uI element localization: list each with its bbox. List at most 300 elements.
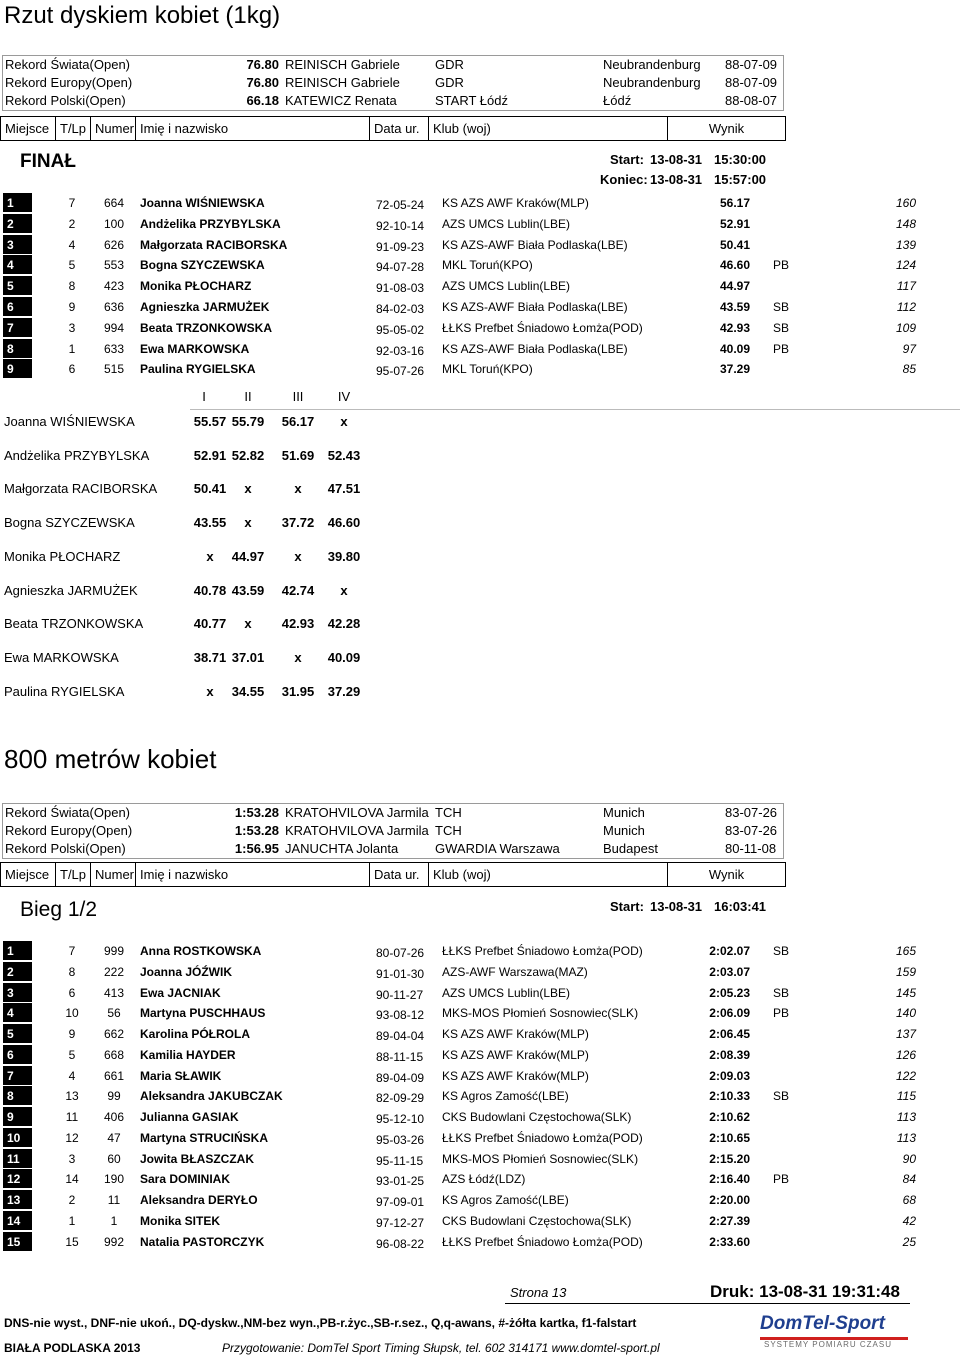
- record-result: 76.80: [246, 75, 279, 90]
- header-born: Data ur.: [369, 116, 429, 141]
- attempt-value: 40.09: [327, 649, 361, 665]
- record-date: 83-07-26: [725, 805, 778, 820]
- attempt-value: 50.41: [193, 481, 227, 497]
- athlete-name: Joanna JÓŹWIK: [140, 964, 233, 979]
- record-place: Budapest: [603, 841, 658, 856]
- lane-number: 6: [68, 362, 76, 377]
- header-result: Wynik: [667, 116, 786, 141]
- record-row: [3, 822, 783, 840]
- points: 85: [902, 362, 916, 377]
- start-time-row: [610, 899, 767, 914]
- athlete-name: Joanna WIŚNIEWSKA: [140, 196, 265, 210]
- result-value: 42.93: [719, 320, 750, 335]
- attempt-athlete: Paulina RYGIELSKA: [4, 683, 125, 699]
- result-row: [0, 1086, 960, 1106]
- result-row: [0, 962, 960, 982]
- athlete-name: Paulina RYGIELSKA: [140, 362, 256, 377]
- athlete-name: Monika PŁOCHARZ: [140, 279, 252, 294]
- logo-subtext: SYSTEMY POMIARU CZASU: [764, 1340, 892, 1349]
- birth-date: 89-04-04: [376, 1029, 425, 1043]
- attempt-athlete: Ewa MARKOWSKA: [4, 649, 119, 665]
- birth-date: 97-09-01: [376, 1195, 425, 1209]
- club-name: AZS UMCS Lublin(LBE): [442, 985, 571, 1000]
- attempt-value: 56.17: [281, 414, 315, 429]
- result-value: 40.09: [719, 341, 750, 356]
- points: 113: [896, 1130, 916, 1145]
- athlete-name: Karolina PÓŁROLA: [140, 1027, 251, 1041]
- result-row: [0, 339, 960, 359]
- result-row: [0, 359, 960, 379]
- result-value: 2:10.65: [709, 1130, 750, 1145]
- record-club: TCH: [435, 823, 462, 838]
- points: 113: [896, 1110, 916, 1124]
- points: 109: [895, 320, 916, 335]
- attempt-row: [0, 446, 420, 466]
- place-badge: 9: [3, 359, 32, 378]
- result-value: 2:33.60: [709, 1234, 750, 1249]
- round-label: FINAŁ: [20, 151, 76, 172]
- record-date: 88-07-09: [725, 57, 778, 72]
- points: 117: [896, 279, 916, 294]
- record-label: Rekord Świata(Open): [5, 57, 130, 72]
- result-value: 2:02.07: [709, 944, 750, 958]
- header-numer: Numer: [90, 116, 136, 141]
- bib-number: 100: [103, 216, 125, 231]
- place-badge: 14: [3, 1211, 32, 1230]
- result-row: [0, 941, 960, 961]
- lane-number: 7: [68, 196, 76, 210]
- record-result: 1:53.28: [234, 805, 279, 820]
- club-name: KS AZS-AWF Biała Podlaska(LBE): [442, 237, 628, 252]
- attempt-value: x: [244, 515, 252, 531]
- record-holder: KRATOHVILOVA Jarmila: [285, 805, 429, 820]
- bib-number: 661: [103, 1068, 125, 1083]
- club-name: AZS-AWF Warszawa(MAZ): [442, 964, 588, 979]
- club-name: KS Agros Zamość(LBE): [442, 1089, 569, 1104]
- place-badge: 8: [3, 339, 32, 358]
- athlete-name: Agnieszka JARMUŻEK: [140, 300, 270, 314]
- header-name: Imię i nazwisko: [135, 116, 370, 141]
- end-label: Koniec:: [600, 172, 648, 187]
- header-club: Klub (woj): [428, 862, 668, 887]
- attempt-value: 47.51: [327, 481, 361, 497]
- attempt-value: 43.55: [193, 515, 227, 531]
- result-row: [0, 1169, 960, 1189]
- result-value: 2:20.00: [709, 1193, 750, 1207]
- record-flag: PB: [773, 1006, 790, 1021]
- result-value: 2:05.23: [709, 985, 750, 1000]
- result-value: 2:08.39: [709, 1047, 750, 1062]
- birth-date: 92-10-14: [376, 218, 425, 233]
- start-label: Start:: [610, 899, 644, 914]
- logo-text: DomTel-Sport: [760, 1313, 885, 1334]
- record-club: GWARDIA Warszawa: [435, 841, 560, 856]
- place-badge: 2: [3, 962, 32, 981]
- club-name: MKL Toruń(KPO): [442, 258, 533, 273]
- points: 145: [895, 985, 916, 1000]
- header-miejsce: Miejsce: [0, 116, 56, 141]
- end-date: 13-08-31: [650, 172, 703, 187]
- club-name: ŁŁKS Prefbet Śniadowo Łomża(POD): [442, 1130, 643, 1145]
- athlete-name: Martyna STRUCIŃSKA: [140, 1130, 269, 1145]
- birth-date: 95-03-26: [376, 1132, 425, 1147]
- page-number-underline: [505, 1303, 735, 1304]
- result-row: [0, 1128, 960, 1148]
- attempt-athlete: Andżelika PRZYBYLSKA: [4, 447, 150, 463]
- place-badge: 3: [3, 235, 32, 254]
- birth-date: 97-12-27: [376, 1215, 425, 1230]
- print-underline: [705, 1303, 910, 1304]
- attempt-value: 46.60: [327, 515, 361, 531]
- club-name: ŁŁKS Prefbet Śniadowo Łomża(POD): [442, 944, 643, 958]
- attempt-value: x: [294, 548, 302, 564]
- lane-number: 4: [68, 1068, 76, 1083]
- attempt-row: [0, 479, 420, 499]
- attempt-row: [0, 547, 420, 567]
- place-badge: 8: [3, 1086, 32, 1105]
- attempt-header: II: [244, 389, 252, 404]
- points: 42: [902, 1213, 916, 1228]
- club-name: KS AZS AWF Kraków(MLP): [442, 1068, 589, 1083]
- attempt-value: x: [340, 582, 348, 598]
- result-row: [0, 1107, 960, 1127]
- record-holder: REINISCH Gabriele: [285, 57, 400, 72]
- place-badge: 5: [3, 276, 32, 295]
- attempt-value: 31.95: [281, 683, 315, 699]
- result-value: 43.59: [719, 300, 750, 314]
- end-time: 15:57:00: [714, 172, 767, 187]
- bib-number: 992: [103, 1234, 125, 1249]
- points: 122: [895, 1068, 916, 1083]
- bib-number: 994: [103, 320, 125, 335]
- lane-number: 3: [68, 1151, 76, 1166]
- bib-number: 636: [103, 300, 125, 314]
- lane-number: 2: [68, 216, 76, 231]
- attempt-row: [0, 648, 420, 668]
- athlete-name: Ewa JACNIAK: [140, 985, 221, 1000]
- domtel-logo: [760, 1313, 908, 1353]
- attempt-headers: [0, 389, 420, 407]
- record-result: 1:56.95: [234, 841, 279, 856]
- record-place: Munich: [603, 805, 645, 820]
- result-row: [0, 1045, 960, 1065]
- record-flag: SB: [773, 320, 790, 335]
- result-row: [0, 1066, 960, 1086]
- result-value: 2:16.40: [709, 1172, 750, 1187]
- result-row: [0, 1003, 960, 1023]
- header-club: Klub (woj): [428, 116, 668, 141]
- points: 126: [895, 1047, 916, 1062]
- athlete-name: Małgorzata RACIBORSKA: [140, 237, 288, 252]
- bib-number: 423: [103, 279, 125, 294]
- lane-number: 11: [65, 1110, 79, 1124]
- attempt-value: 43.59: [231, 582, 265, 598]
- attempt-value: 40.77: [193, 616, 227, 632]
- lane-number: 12: [65, 1130, 79, 1145]
- attempt-row: [0, 614, 420, 634]
- attempt-value: 38.71: [193, 649, 227, 665]
- points: 159: [895, 964, 916, 979]
- record-row: [3, 840, 783, 858]
- result-value: 2:06.09: [709, 1006, 750, 1021]
- attempt-athlete: Bogna SZYCZEWSKA: [4, 515, 135, 531]
- athlete-name: Andżelika PRZYBYLSKA: [140, 216, 281, 231]
- record-date: 83-07-26: [725, 823, 778, 838]
- result-value: 2:03.07: [709, 964, 750, 979]
- birth-date: 92-03-16: [376, 343, 425, 358]
- birth-date: 88-11-15: [376, 1049, 424, 1064]
- place-badge: 7: [3, 318, 32, 337]
- bib-number: 406: [103, 1110, 125, 1124]
- attempt-value: 42.74: [281, 582, 315, 598]
- athlete-name: Beata TRZONKOWSKA: [140, 320, 273, 335]
- record-flag: PB: [773, 1172, 790, 1187]
- round-label: Bieg 1/2: [20, 898, 98, 921]
- birth-date: 82-09-29: [376, 1091, 425, 1106]
- attempt-athlete: Joanna WIŚNIEWSKA: [4, 414, 135, 429]
- divider-line: [190, 409, 960, 410]
- place-badge: 4: [3, 1003, 32, 1022]
- athlete-name: Martyna PUSCHHAUS: [140, 1006, 266, 1021]
- result-value: 50.41: [719, 237, 750, 252]
- lane-number: 9: [68, 1027, 76, 1041]
- lane-number: 6: [68, 985, 76, 1000]
- record-club: START Łódź: [435, 93, 508, 108]
- attempt-value: 55.57: [193, 414, 227, 429]
- club-name: KS AZS AWF Kraków(MLP): [442, 1027, 589, 1041]
- event-title-discus: Rzut dyskiem kobiet (1kg): [4, 2, 281, 29]
- attempt-value: x: [244, 481, 252, 497]
- result-value: 2:10.33: [709, 1089, 750, 1104]
- bib-number: 222: [103, 964, 125, 979]
- attempt-value: 37.01: [231, 649, 265, 665]
- prepared-by: Przygotowanie: DomTel Sport Timing Słupsk, tel. 602 314171 www.domtel-sport.pl: [222, 1341, 660, 1355]
- record-club: GDR: [435, 57, 464, 72]
- record-result: 76.80: [246, 57, 279, 72]
- lane-number: 4: [68, 237, 76, 252]
- athlete-name: Sara DOMINIAK: [140, 1172, 231, 1187]
- place-badge: 7: [3, 1066, 32, 1085]
- birth-date: 84-02-03: [376, 302, 425, 316]
- attempt-value: x: [340, 414, 348, 429]
- place-badge: 15: [3, 1232, 32, 1251]
- points: 84: [902, 1172, 916, 1187]
- record-holder: KATEWICZ Renata: [285, 93, 397, 108]
- lane-number: 7: [68, 944, 76, 958]
- club-name: ŁŁKS Prefbet Śniadowo Łomża(POD): [442, 320, 643, 335]
- record-row: [3, 804, 783, 822]
- athlete-name: Ewa MARKOWSKA: [140, 341, 250, 356]
- points: 160: [895, 196, 916, 210]
- points: 139: [895, 237, 916, 252]
- attempt-value: 42.93: [281, 616, 315, 632]
- end-time-row: [600, 172, 767, 187]
- lane-number: 10: [65, 1006, 79, 1021]
- athlete-name: Julianna GASIAK: [140, 1110, 239, 1124]
- record-flag: PB: [773, 258, 790, 273]
- club-name: KS AZS-AWF Biała Podlaska(LBE): [442, 300, 628, 314]
- record-flag: SB: [773, 1089, 790, 1104]
- attempt-value: 37.72: [281, 515, 315, 531]
- result-row: [0, 318, 960, 338]
- record-flag: SB: [773, 300, 790, 314]
- lane-number: 2: [68, 1193, 76, 1207]
- result-value: 46.60: [719, 258, 750, 273]
- record-date: 88-08-07: [725, 93, 778, 108]
- record-flag: PB: [773, 341, 790, 356]
- result-row: [0, 214, 960, 234]
- result-row: [0, 193, 960, 213]
- bib-number: 47: [107, 1130, 121, 1145]
- attempt-value: 52.82: [231, 447, 265, 463]
- bib-number: 668: [103, 1047, 125, 1062]
- lane-number: 13: [65, 1089, 79, 1104]
- club-name: AZS Łódź(LDZ): [442, 1172, 526, 1187]
- place-badge: 2: [3, 214, 32, 233]
- result-row: [0, 235, 960, 255]
- lane-number: 8: [68, 964, 76, 979]
- result-row: [0, 1211, 960, 1231]
- record-holder: KRATOHVILOVA Jarmila: [285, 823, 429, 838]
- athlete-name: Aleksandra DERYŁO: [140, 1193, 258, 1207]
- start-time: 15:30:00: [714, 152, 767, 167]
- attempt-value: 37.29: [327, 683, 361, 699]
- lane-number: 1: [68, 1213, 76, 1228]
- lane-number: 5: [68, 258, 76, 273]
- header-name: Imię i nazwisko: [135, 862, 370, 887]
- place-badge: 6: [3, 297, 32, 316]
- birth-date: 91-09-23: [376, 239, 425, 254]
- result-value: 56.17: [719, 196, 750, 210]
- record-holder: REINISCH Gabriele: [285, 75, 400, 90]
- birth-date: 93-08-12: [376, 1008, 425, 1023]
- bib-number: 626: [103, 237, 125, 252]
- club-name: AZS UMCS Lublin(LBE): [442, 279, 571, 294]
- birth-date: 91-01-30: [376, 966, 425, 981]
- attempt-value: x: [244, 616, 252, 632]
- club-name: MKL Toruń(KPO): [442, 362, 533, 377]
- record-place: Łódź: [603, 93, 632, 108]
- birth-date: 93-01-25: [376, 1174, 425, 1189]
- athlete-name: Bogna SZYCZEWSKA: [140, 258, 265, 273]
- birth-date: 95-12-10: [376, 1112, 425, 1126]
- birth-date: 72-05-24: [376, 198, 425, 212]
- header-numer: Numer: [90, 862, 136, 887]
- club-name: CKS Budowlani Częstochowa(SLK): [442, 1213, 632, 1228]
- result-row: [0, 255, 960, 275]
- record-place: Neubrandenburg: [603, 75, 701, 90]
- result-row: [0, 1232, 960, 1252]
- place-badge: 11: [3, 1149, 32, 1168]
- points: 140: [895, 1006, 916, 1021]
- attempt-athlete: Beata TRZONKOWSKA: [4, 616, 144, 632]
- club-name: KS AZS-AWF Biała Podlaska(LBE): [442, 341, 628, 356]
- record-flag: SB: [773, 985, 790, 1000]
- start-date: 13-08-31: [650, 152, 703, 167]
- record-row: [3, 74, 783, 92]
- bib-number: 999: [103, 944, 125, 958]
- attempt-value: x: [206, 683, 214, 699]
- header-born: Data ur.: [369, 862, 429, 887]
- club-name: KS Agros Zamość(LBE): [442, 1193, 569, 1207]
- lane-number: 8: [68, 279, 76, 294]
- birth-date: 91-08-03: [376, 281, 425, 296]
- record-place: Munich: [603, 823, 645, 838]
- club-name: KS AZS AWF Kraków(MLP): [442, 196, 589, 210]
- venue: BIAŁA PODLASKA 2013: [4, 1341, 141, 1355]
- result-row: [0, 1024, 960, 1044]
- record-label: Rekord Polski(Open): [5, 93, 126, 108]
- result-value: 52.91: [719, 216, 750, 231]
- bib-number: 11: [107, 1193, 121, 1207]
- bib-number: 664: [103, 196, 125, 210]
- points: 115: [896, 1089, 916, 1104]
- athlete-name: Jowita BŁASZCZAK: [140, 1151, 254, 1166]
- result-row: [0, 276, 960, 296]
- bib-number: 413: [103, 985, 125, 1000]
- records-box-discus: [2, 55, 784, 111]
- record-result: 66.18: [246, 93, 279, 108]
- birth-date: 95-05-02: [376, 322, 425, 337]
- record-holder: JANUCHTA Jolanta: [285, 841, 399, 856]
- result-row: [0, 1149, 960, 1169]
- points: 112: [896, 300, 916, 314]
- place-badge: 1: [3, 193, 32, 212]
- birth-date: 95-11-15: [376, 1153, 424, 1168]
- result-row: [0, 1190, 960, 1210]
- result-value: 2:09.03: [709, 1068, 750, 1083]
- attempt-value: x: [294, 649, 302, 665]
- attempt-value: 34.55: [231, 683, 265, 699]
- birth-date: 80-07-26: [376, 946, 425, 960]
- attempt-value: 52.91: [193, 447, 227, 463]
- birth-date: 90-11-27: [376, 987, 424, 1002]
- place-badge: 12: [3, 1169, 32, 1188]
- start-date: 13-08-31: [650, 899, 703, 914]
- attempt-row: [0, 682, 420, 702]
- attempt-row: [0, 412, 420, 432]
- birth-date: 96-08-22: [376, 1236, 425, 1251]
- points: 165: [895, 944, 916, 958]
- record-date: 80-11-08: [725, 841, 777, 856]
- attempt-row: [0, 581, 420, 601]
- lane-number: 5: [68, 1047, 76, 1062]
- record-row: [3, 92, 783, 110]
- points: 97: [902, 341, 916, 356]
- records-box-800m: [2, 803, 784, 859]
- table-header-800m: [0, 862, 786, 887]
- record-label: Rekord Europy(Open): [5, 75, 133, 90]
- header-result: Wynik: [667, 862, 786, 887]
- result-value: 2:15.20: [709, 1151, 750, 1166]
- club-name: ŁŁKS Prefbet Śniadowo Łomża(POD): [442, 1234, 643, 1249]
- bib-number: 662: [103, 1027, 125, 1041]
- attempt-value: x: [206, 548, 214, 564]
- attempt-row: [0, 513, 420, 533]
- points: 68: [902, 1193, 916, 1207]
- athlete-name: Kamilia HAYDER: [140, 1047, 236, 1062]
- attempt-value: 44.97: [231, 548, 265, 564]
- result-value: 2:06.45: [709, 1027, 750, 1041]
- bib-number: 553: [103, 258, 125, 273]
- points: 90: [902, 1151, 916, 1166]
- lane-number: 3: [68, 320, 76, 335]
- lane-number: 9: [68, 300, 76, 314]
- points: 148: [895, 216, 916, 231]
- bib-number: 56: [107, 1006, 121, 1021]
- place-badge: 9: [3, 1107, 32, 1126]
- bib-number: 190: [103, 1172, 125, 1187]
